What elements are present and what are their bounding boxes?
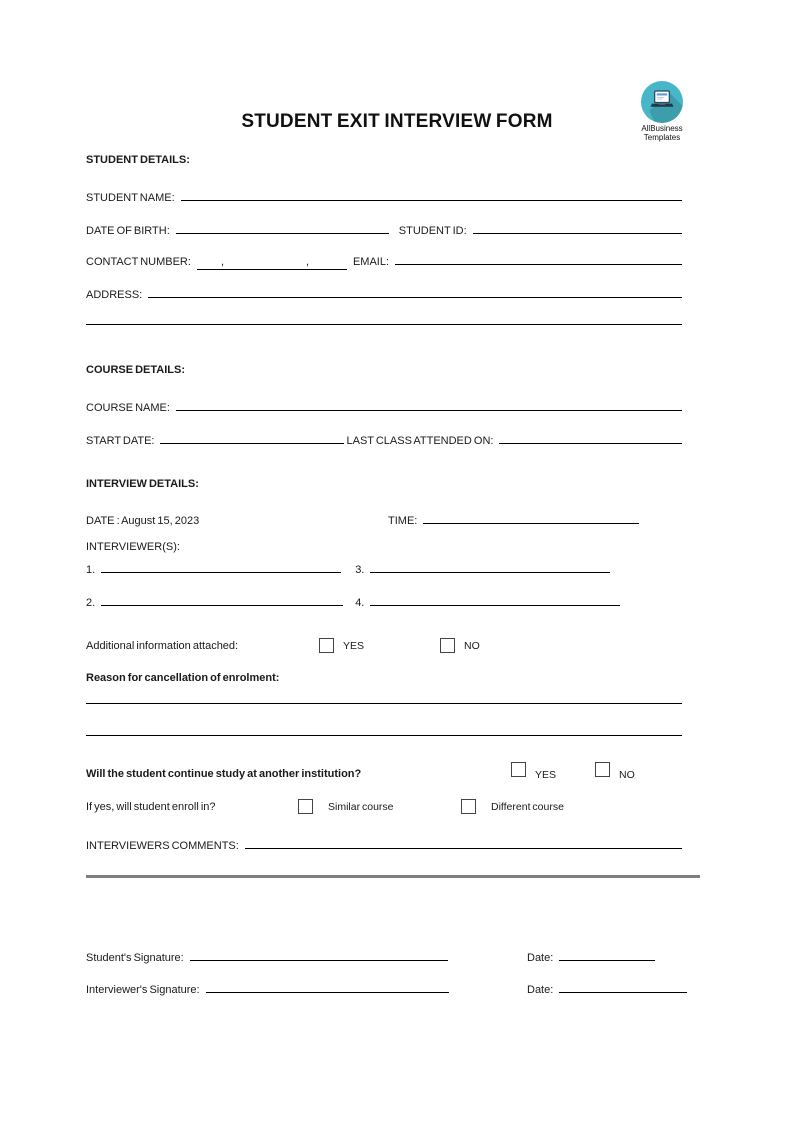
interviewer-line-3[interactable]	[370, 559, 610, 573]
interviewer-signature-label: Interviewer's Signature:	[86, 984, 200, 996]
student-signature-row	[86, 947, 682, 964]
continue-yes-label: YES	[535, 769, 557, 781]
interview-date-value: August 15, 2023	[121, 515, 200, 527]
additional-info-row	[86, 640, 682, 652]
reason-line-1[interactable]	[86, 703, 682, 704]
interviewer-signature-row	[86, 979, 682, 996]
different-course-checkbox[interactable]	[461, 799, 476, 814]
address-row	[86, 284, 682, 301]
student-date-line[interactable]	[559, 947, 655, 961]
interviewers-label-row	[86, 541, 682, 553]
dob-id-row	[86, 220, 682, 237]
student-name-label: STUDENT NAME:	[86, 192, 175, 204]
time-line[interactable]	[423, 510, 639, 524]
address-line-2[interactable]	[86, 324, 682, 325]
additional-info-no-checkbox[interactable]	[440, 638, 455, 653]
contact-email-row	[86, 251, 682, 268]
interviewer-date-group	[527, 979, 687, 996]
interview-details-heading-row	[86, 478, 682, 490]
continue-yes-checkbox[interactable]	[511, 762, 526, 777]
course-name-label: COURSE NAME:	[86, 402, 170, 414]
continue-question-row	[86, 768, 682, 780]
interviewer-line-2[interactable]	[101, 592, 343, 606]
dob-line[interactable]	[176, 220, 389, 234]
interviewer-date-label: Date:	[527, 984, 554, 996]
student-name-line[interactable]	[181, 187, 682, 201]
course-details-heading: COURSE DETAILS:	[86, 364, 186, 376]
comments-row	[86, 835, 682, 852]
interview-date	[86, 515, 382, 527]
time-label: TIME:	[388, 515, 418, 527]
similar-course-group	[298, 799, 394, 814]
start-date-line[interactable]	[160, 430, 344, 444]
address-label: ADDRESS:	[86, 289, 143, 301]
course-name-line[interactable]	[176, 397, 682, 411]
student-id-line[interactable]	[473, 220, 682, 234]
student-date-label: Date:	[527, 952, 554, 964]
continue-no-checkbox[interactable]	[595, 762, 610, 777]
interview-date-label: DATE :	[86, 515, 120, 527]
interviewer-num-2: 2.	[86, 597, 96, 609]
brand-name-line1: AllBusiness	[641, 124, 683, 133]
reason-line-2[interactable]	[86, 735, 682, 736]
reason-heading: Reason for cancellation of enrolment:	[86, 672, 280, 684]
interviewer-num-4: 4.	[355, 597, 365, 609]
additional-info-yes-label: YES	[343, 639, 365, 652]
different-course-label: Different course	[491, 800, 564, 813]
enroll-question-row	[86, 801, 682, 813]
interviewer-row-2	[86, 592, 682, 609]
course-name-row	[86, 397, 682, 414]
course-details-heading-row	[86, 364, 682, 376]
enroll-question-label: If yes, will student enroll in?	[86, 801, 216, 813]
interviewer-line-4[interactable]	[370, 592, 620, 606]
continue-question-label: Will the student continue study at another institution?	[86, 768, 362, 780]
contact-number-label: CONTACT NUMBER:	[86, 256, 191, 268]
interviewer-num-1: 1.	[86, 564, 96, 576]
contact-comma-1: ,	[220, 256, 224, 268]
email-line[interactable]	[395, 251, 682, 265]
student-details-heading: STUDENT DETAILS:	[86, 154, 190, 166]
start-date-label: START DATE:	[86, 435, 155, 447]
additional-info-yes-checkbox[interactable]	[319, 638, 334, 653]
student-name-row	[86, 187, 682, 204]
additional-info-no-label: NO	[464, 639, 480, 652]
interviewer-signature-line[interactable]	[206, 979, 449, 993]
reason-heading-row	[86, 672, 682, 684]
address-line-1[interactable]	[148, 284, 682, 298]
laptop-icon	[641, 81, 683, 123]
interviewers-label: INTERVIEWER(S):	[86, 541, 180, 553]
similar-course-label: Similar course	[328, 800, 394, 813]
additional-info-yes-group	[319, 638, 364, 653]
interviewer-date-line[interactable]	[559, 979, 687, 993]
contact-comma-2: ,	[306, 256, 310, 268]
student-signature-label: Student's Signature:	[86, 952, 184, 964]
dob-label: DATE OF BIRTH:	[86, 225, 170, 237]
student-details-heading-row	[86, 154, 682, 166]
brand-logo	[630, 81, 694, 143]
interview-details-heading: INTERVIEW DETAILS:	[86, 478, 199, 490]
interviewer-num-3: 3.	[355, 564, 365, 576]
section-divider	[86, 875, 700, 878]
additional-info-no-group	[440, 638, 480, 653]
comments-line[interactable]	[245, 835, 682, 849]
student-date-group	[527, 947, 655, 964]
continue-yes-group	[511, 762, 556, 781]
page-title: STUDENT EXIT INTERVIEW FORM	[241, 111, 553, 132]
date-time-row	[86, 510, 682, 527]
interviewer-line-1[interactable]	[101, 559, 341, 573]
similar-course-checkbox[interactable]	[298, 799, 313, 814]
additional-info-label: Additional information attached:	[86, 640, 239, 652]
last-class-line[interactable]	[499, 430, 682, 444]
last-class-label: LAST CLASS ATTENDED ON:	[346, 435, 494, 447]
different-course-group	[461, 799, 564, 814]
start-date-row	[86, 430, 682, 447]
continue-no-label: NO	[619, 769, 635, 781]
email-label: EMAIL:	[352, 256, 390, 268]
student-signature-line[interactable]	[190, 947, 448, 961]
continue-no-group	[595, 762, 635, 781]
contact-number-line[interactable]	[197, 256, 347, 270]
comments-label: INTERVIEWERS COMMENTS:	[86, 840, 239, 852]
brand-name-line2: Templates	[643, 132, 681, 142]
interviewer-row-1	[86, 559, 682, 576]
student-id-label: STUDENT ID:	[398, 225, 467, 237]
